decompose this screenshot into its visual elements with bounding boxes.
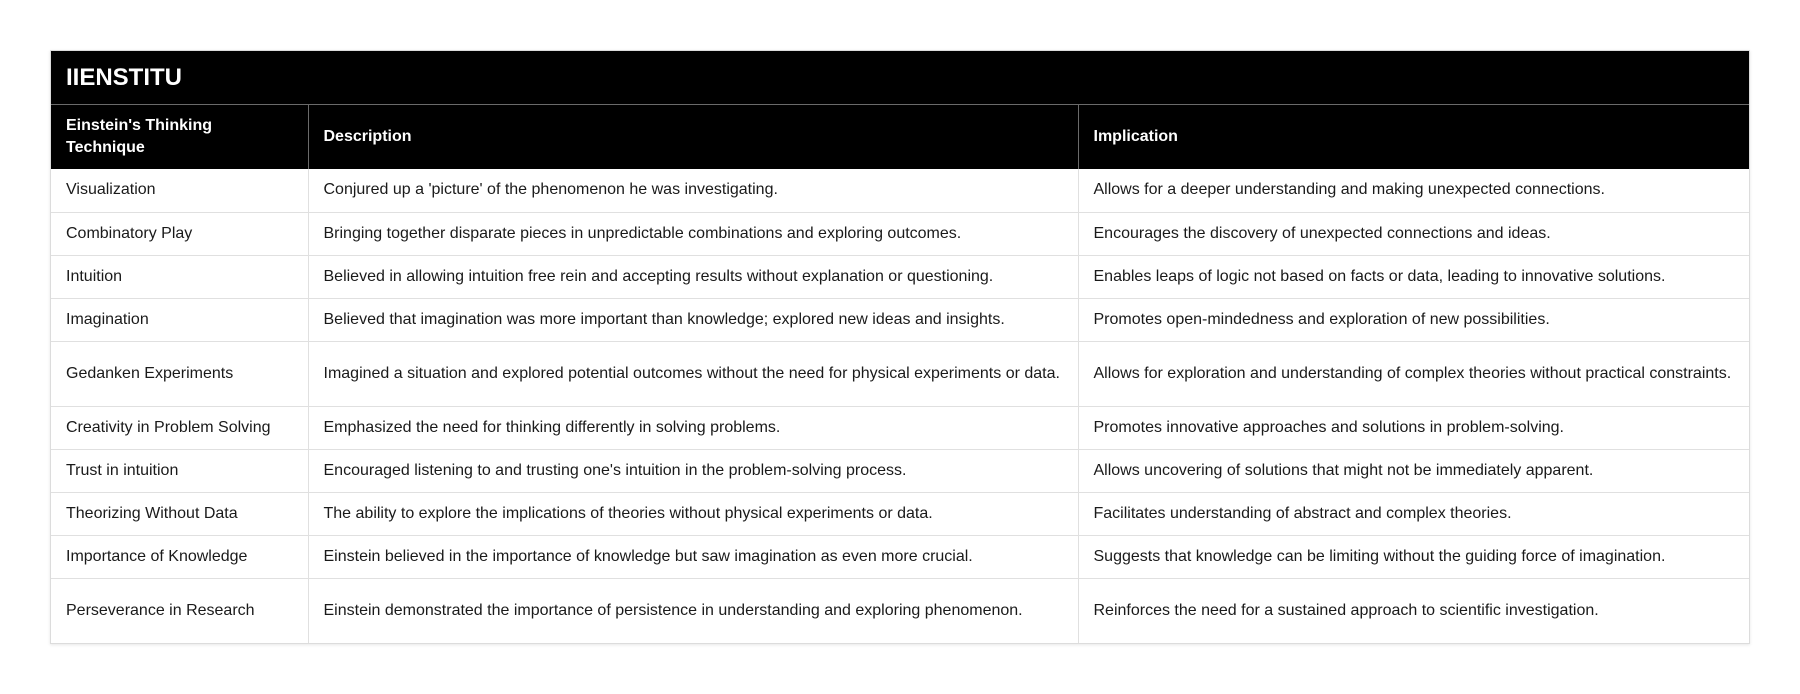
description-cell: Conjured up a 'picture' of the phenomenon he was investigating. bbox=[308, 169, 1078, 212]
description-cell: Believed in allowing intuition free rein and accepting results without explanation or questioning. bbox=[308, 255, 1078, 298]
techniques-table bbox=[51, 105, 1749, 643]
description-cell: Einstein believed in the importance of knowledge but saw imagination as even more crucial. bbox=[308, 535, 1078, 578]
implication-cell: Allows uncovering of solutions that might not be immediately apparent. bbox=[1078, 449, 1749, 492]
table-row bbox=[51, 169, 1749, 212]
brand-title: IIENSTITU bbox=[51, 51, 1749, 105]
column-header-description: Description bbox=[308, 105, 1078, 169]
column-header-technique: Einstein's Thinking Technique bbox=[51, 105, 308, 169]
table-row bbox=[51, 492, 1749, 535]
technique-cell: Combinatory Play bbox=[51, 212, 308, 255]
table-row bbox=[51, 212, 1749, 255]
technique-cell: Imagination bbox=[51, 298, 308, 341]
table-row bbox=[51, 578, 1749, 643]
technique-cell: Creativity in Problem Solving bbox=[51, 406, 308, 449]
table-row bbox=[51, 255, 1749, 298]
technique-cell: Theorizing Without Data bbox=[51, 492, 308, 535]
column-header-implication: Implication bbox=[1078, 105, 1749, 169]
table-body bbox=[51, 169, 1749, 643]
implication-cell: Promotes innovative approaches and solutions in problem-solving. bbox=[1078, 406, 1749, 449]
table-container bbox=[50, 50, 1750, 644]
table-row bbox=[51, 406, 1749, 449]
implication-cell: Facilitates understanding of abstract and complex theories. bbox=[1078, 492, 1749, 535]
technique-cell: Visualization bbox=[51, 169, 308, 212]
table-row bbox=[51, 298, 1749, 341]
description-cell: Bringing together disparate pieces in unpredictable combinations and exploring outcomes. bbox=[308, 212, 1078, 255]
implication-cell: Allows for a deeper understanding and making unexpected connections. bbox=[1078, 169, 1749, 212]
implication-cell: Promotes open-mindedness and exploration of new possibilities. bbox=[1078, 298, 1749, 341]
header-row bbox=[51, 105, 1749, 169]
description-cell: Einstein demonstrated the importance of persistence in understanding and exploring phenomenon. bbox=[308, 578, 1078, 643]
technique-cell: Gedanken Experiments bbox=[51, 341, 308, 406]
description-cell: Emphasized the need for thinking differently in solving problems. bbox=[308, 406, 1078, 449]
implication-cell: Allows for exploration and understanding of complex theories without practical constraints. bbox=[1078, 341, 1749, 406]
technique-cell: Perseverance in Research bbox=[51, 578, 308, 643]
description-cell: Imagined a situation and explored potential outcomes without the need for physical experiments or data. bbox=[308, 341, 1078, 406]
technique-cell: Trust in intuition bbox=[51, 449, 308, 492]
implication-cell: Reinforces the need for a sustained approach to scientific investigation. bbox=[1093, 601, 1599, 619]
description-cell: Believed that imagination was more important than knowledge; explored new ideas and insights. bbox=[308, 298, 1078, 341]
implication-cell: Enables leaps of logic not based on facts or data, leading to innovative solutions. bbox=[1078, 255, 1749, 298]
table-row bbox=[51, 449, 1749, 492]
implication-cell: Encourages the discovery of unexpected connections and ideas. bbox=[1078, 212, 1749, 255]
table-header bbox=[51, 105, 1749, 169]
implication-cell: Suggests that knowledge can be limiting without the guiding force of imagination. bbox=[1078, 535, 1749, 578]
description-cell: Encouraged listening to and trusting one's intuition in the problem-solving process. bbox=[308, 449, 1078, 492]
description-cell: The ability to explore the implications of theories without physical experiments or data. bbox=[308, 492, 1078, 535]
table-row bbox=[51, 341, 1749, 406]
table-row bbox=[51, 535, 1749, 578]
technique-cell: Intuition bbox=[51, 255, 308, 298]
technique-cell: Importance of Knowledge bbox=[51, 535, 308, 578]
